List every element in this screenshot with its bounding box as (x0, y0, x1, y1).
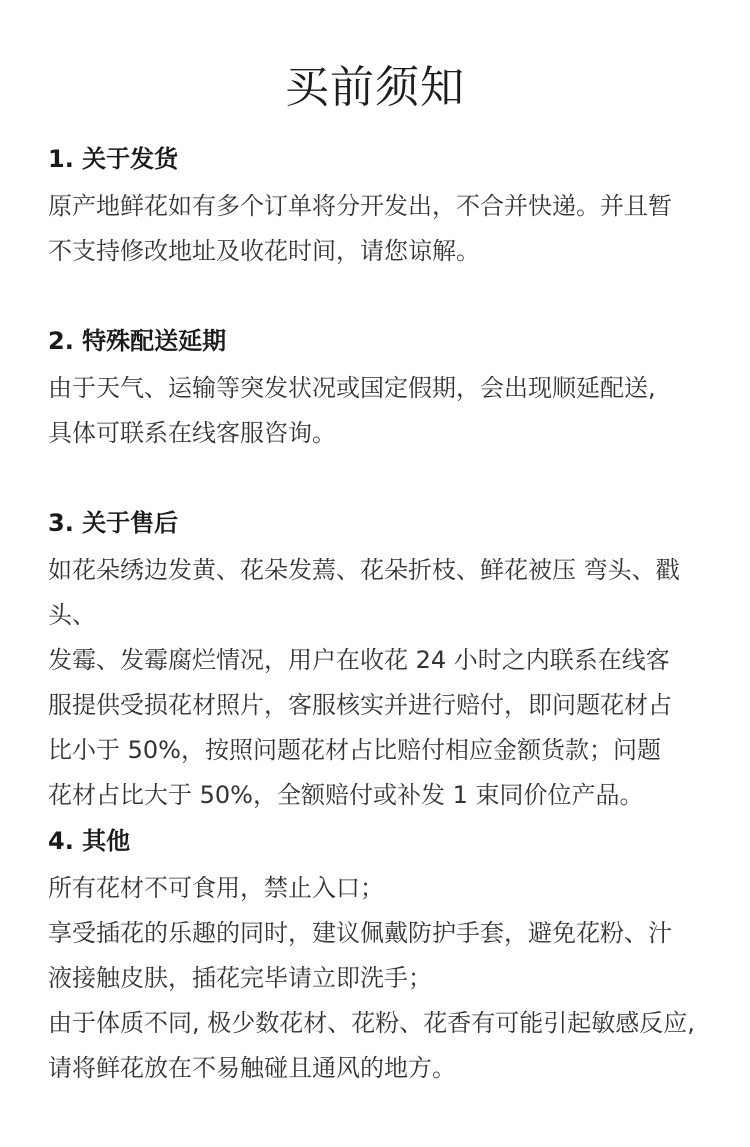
section-paragraph: 由于天气、运输等突发状况或国定假期，会出现顺延配送, 具体可联系在线客服咨询。 (48, 374, 656, 447)
section-delivery-delay (48, 326, 708, 456)
section-shipping (48, 144, 708, 274)
section-paragraph: 原产地鲜花如有多个订单将分开发出，不合并快递。并且暂 不支持修改地址及收花时间，请您谅解。 (48, 192, 672, 265)
section-heading: 1. 关于发货 (48, 145, 179, 173)
section-paragraph: 所有花材不可食用，禁止入口； (48, 874, 384, 902)
section-paragraph: 享受插花的乐趣的同时，建议佩戴防护手套，避免花粉、汁 液接触皮肤，插花完毕请立即洗手； (48, 919, 672, 992)
section-after-sales (48, 508, 708, 818)
section-heading: 4. 其他 (48, 827, 131, 855)
page-title: 买前须知 (285, 62, 465, 113)
section-paragraph: 由于体质不同, 极少数花材、花粉、花香有可能引起敏感反应, 请将鲜花放在不易触碰且通风的地方。 (48, 1009, 695, 1082)
section-paragraph: 如花朵绣边发黄、花朵发蔫、花朵折枝、鲜花被压 弯头、戳头、 发霉、发霉腐烂情况，用户在收花 24 小时之内联系在线客 服提供受损花材照片，客服核实并进行赔付，即问题花材占 比小于 50%，按照问题花材占比赔付相应金额货款；问题 花材占比大于 50%，全额赔付或补发 1 束同价位产品。 (48, 556, 680, 809)
section-heading: 3. 关于售后 (48, 509, 179, 537)
section-heading: 2. 特殊配送延期 (48, 327, 227, 355)
section-other (48, 826, 708, 1091)
